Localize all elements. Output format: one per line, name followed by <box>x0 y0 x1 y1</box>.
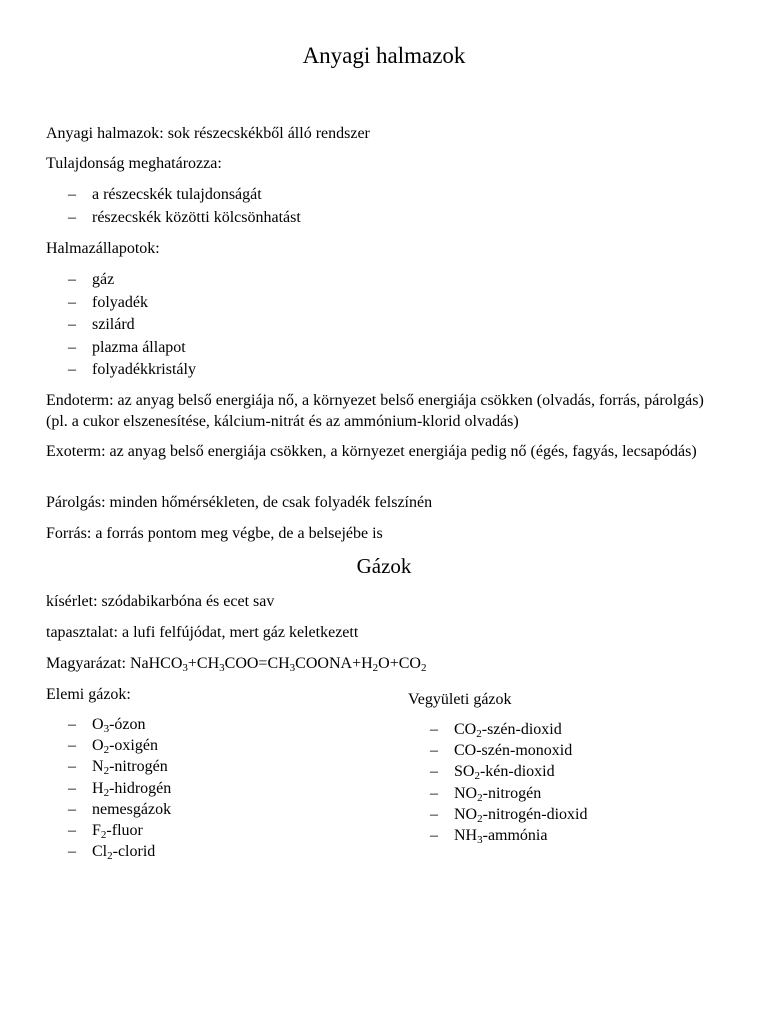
compound-gases-list <box>408 719 728 846</box>
list-item: – folyadékkristály <box>68 361 196 378</box>
states-list <box>46 269 196 382</box>
list-item: – $NH_3$-ammónia <box>430 826 548 846</box>
list-item: – $F_2$-fluor <box>68 821 143 841</box>
observation-text: tapasztalat: a lufi felfújódat, mert gáz keletkezett <box>46 624 359 641</box>
list-item: – CO-szén-monoxid <box>430 742 573 760</box>
list-item: – részecskék közötti kölcsönhatást <box>68 208 301 226</box>
list-item: – $CO_2-szén$-dioxid <box>430 721 562 740</box>
list-item: – folyadék <box>68 293 148 311</box>
list-item: – szilárd <box>68 316 135 333</box>
property-list <box>46 184 301 229</box>
page-title: Anyagi halmazok <box>302 43 466 68</box>
forras-paragraph: Forrás: a forrás pontom meg végbe, de a belsejébe is <box>46 525 383 542</box>
list-item: – $O_3$-ózon <box>68 716 146 735</box>
endoterm-paragraph: Endoterm: az anyag belső energiája nő, a környezet belső energiája csökken (olvadás, forrás, párolgás) (pl. a cukor elszenesítése, kálcium-nitrát és az ammónium-klorid olvadás) <box>46 392 704 430</box>
list-item: – plazma állapot <box>68 338 186 356</box>
list-item: – $N_2$-nitrogén <box>68 758 168 778</box>
compound-gases-heading: Vegyületi gázok <box>408 691 512 708</box>
exoterm-paragraph: Exoterm: az anyag belső energiája csökken, a környezet energiája pedig nő (égés, fagyás, lecsapódás) <box>46 443 697 460</box>
definition-text: Anyagi halmazok: sok részecskékből álló rendszer <box>46 125 370 142</box>
list-item: – $NO_2$-nitrogén <box>430 784 542 804</box>
list-item: – a részecskék tulajdonságát <box>68 186 262 203</box>
list-item: – gáz <box>68 271 115 288</box>
list-item: – $H_2$-hidrogén <box>68 779 172 799</box>
explanation-text: Magyarázat: $NaHCO_3+CH_3COO=CH_3COONA+H_2O+CO_2$ <box>46 655 427 674</box>
list-item: – $O_2$-oxigén <box>68 737 158 757</box>
list-item: – $NO_2-nitrogén$-dioxid <box>430 805 588 825</box>
parolgas-paragraph: Párolgás: minden hőmérsékleten, de csak folyadék felszínén <box>46 494 433 511</box>
elemental-gases-list <box>46 714 366 862</box>
property-heading: Tulajdonság meghatározza: <box>46 155 222 172</box>
list-item: – nemesgázok <box>68 800 172 818</box>
elemental-gases-heading: Elemi gázok: <box>46 686 131 703</box>
experiment-text: kísérlet: szódabikarbóna és ecet sav <box>46 593 275 610</box>
states-heading: Halmazállapotok: <box>46 240 160 257</box>
list-item: – $Cl_2$-clorid <box>68 843 156 863</box>
list-item: – $SO_2-kén$-dioxid <box>430 763 555 783</box>
section-heading-gazok: Gázok <box>356 554 412 578</box>
